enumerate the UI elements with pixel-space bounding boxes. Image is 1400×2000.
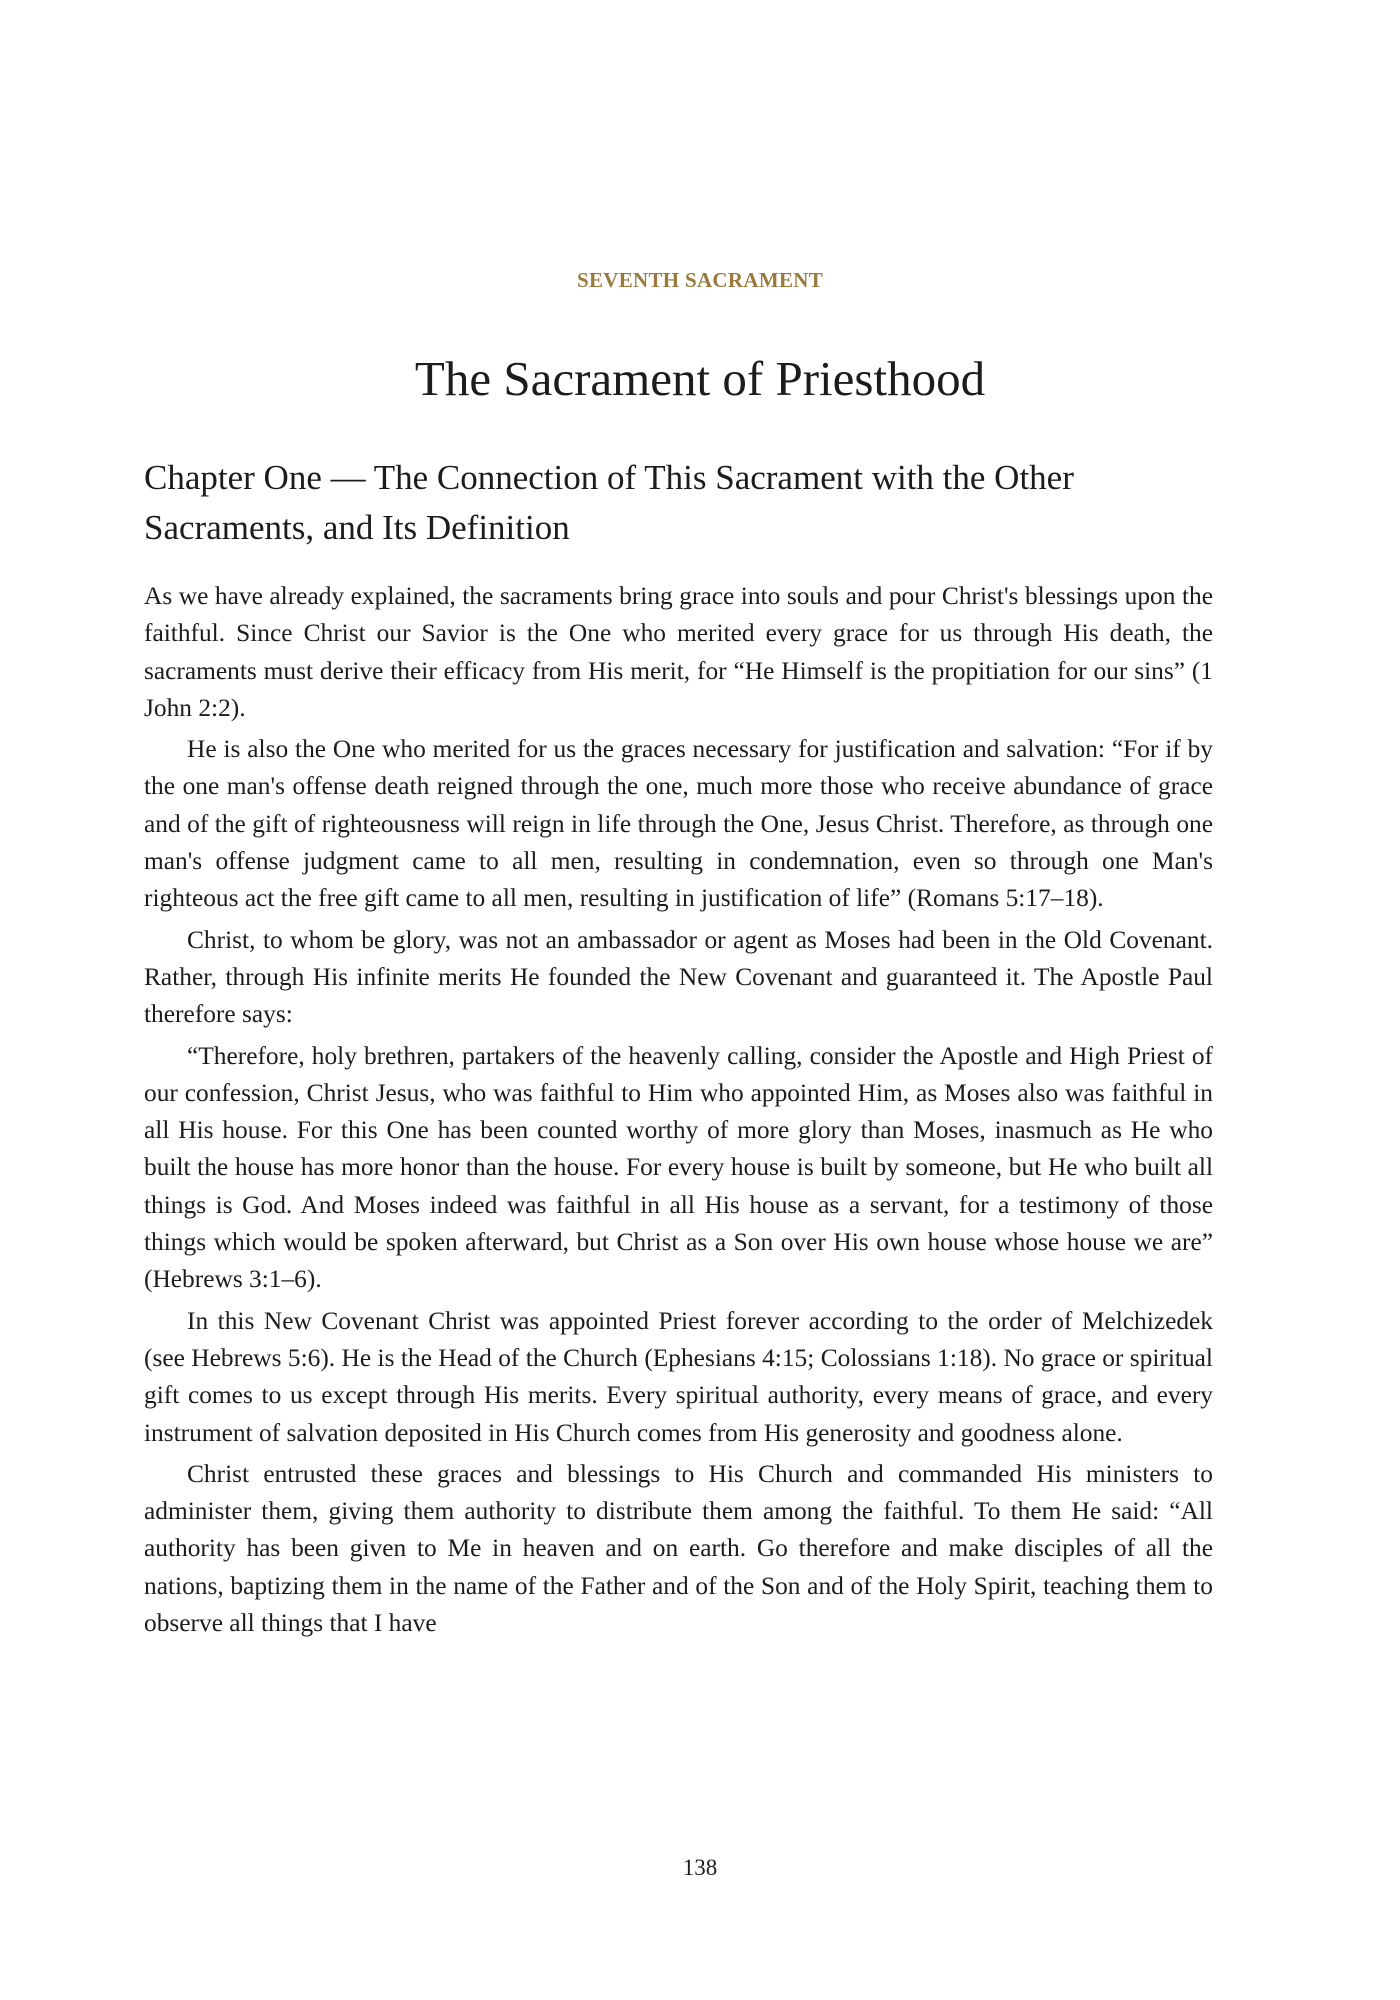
- page-title: The Sacrament of Priesthood: [414, 351, 986, 406]
- paragraph: Christ, to whom be glory, was not an ambassador or agent as Moses had been in the Old Covenant. Rather, through His infinite merits He founded the New Covenant and guaranteed it. The Apostle Paul therefore says:: [144, 925, 1213, 1029]
- paragraph: He is also the One who merited for us the graces necessary for justification and salvation: “For if by the one man's offense death reigned through the one, much more those who receive abundance of grace and of the gift of righteousness will reign in life through the One, Jesus Christ. Therefore, as through one man's offense judgment came to all men, resulting in condemnation, even so through one Man's righteous act the free gift came to all men, resulting in justification of life” (Romans 5:17–18).: [144, 735, 1213, 913]
- paragraph: “Therefore, holy brethren, partakers of the heavenly calling, consider the Apostle and High Priest of our confession, Christ Jesus, who was faithful to Him who appointed Him, as Moses also was faithful in all His house. For this One has been counted worthy of more glory than Moses, inasmuch as He who built the house has more honor than the house. For every house is built by someone, but He who built all things is God. And Moses indeed was faithful in all His house as a servant, for a testimony of those things which would be spoken afterward, but Christ as a Son over His own house whose house we are” (Hebrews 3:1–6).: [144, 1041, 1213, 1294]
- chapter-heading: Chapter One — The Connection of This Sacrament with the Other Sacraments, and Its Definition: [144, 458, 1074, 547]
- paragraph: As we have already explained, the sacraments bring grace into souls and pour Christ's blessings upon the faithful. Since Christ our Savior is the One who merited every grace for us through His death, the sacraments must derive their efficacy from His merit, for “He Himself is the propitiation for our sins” (1 John 2:2).: [144, 582, 1213, 722]
- body-text: [144, 578, 1213, 1646]
- page-number: 138: [682, 1855, 718, 1880]
- running-head: SEVENTH SACRAMENT: [576, 268, 824, 292]
- paragraph: Christ entrusted these graces and blessings to His Church and commanded His ministers to administer them, giving them authority to distribute them among the faithful. To them He said: “All authority has been given to Me in heaven and on earth. Go therefore and make disciples of all the nations, baptizing them in the name of the Father and of the Son and of the Holy Spirit, teaching them to observe all things that I have: [144, 1459, 1213, 1638]
- paragraph: In this New Covenant Christ was appointed Priest forever according to the order of Melchizedek (see Hebrews 5:6). He is the Head of the Church (Ephesians 4:15; Colossians 1:18). No grace or spiritual gift comes to us except through His merits. Every spiritual authority, every means of grace, and every instrument of salvation deposited in His Church comes from His generosity and goodness alone.: [144, 1306, 1213, 1447]
